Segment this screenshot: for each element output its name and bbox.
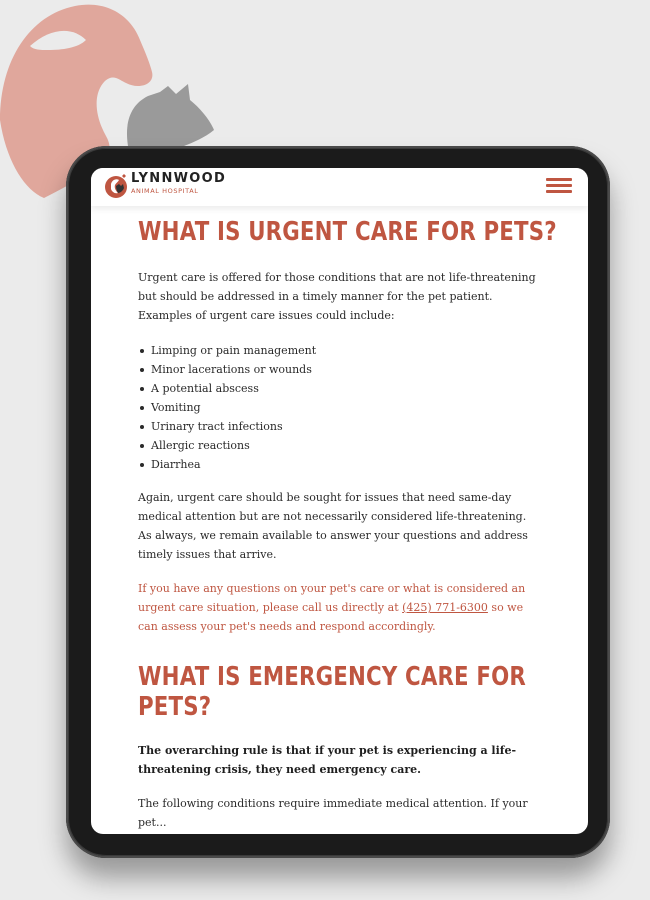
- list-item: Minor lacerations or wounds: [138, 360, 316, 379]
- list-item: Allergic reactions: [138, 436, 316, 455]
- emergency-care-heading-line1: WHAT IS EMERGENCY CARE FOR: [138, 662, 526, 692]
- contact-text-before: If you have any questions on your pet's care or what is considered an urgent care situation, please call us directly at: [138, 582, 526, 614]
- hospital-logo-icon[interactable]: [102, 172, 130, 200]
- urgent-care-heading: WHAT IS URGENT CARE FOR PETS?: [138, 217, 557, 247]
- emergency-rule: The overarching rule is that if your pet is experiencing a life-threatening crisis, they need emergency care.: [138, 744, 517, 776]
- urgent-care-followup: Again, urgent care should be sought for issues that need same-day medical attention but are not necessarily considered life-threatening. As always, we remain available to answer your questions and address timely issues that arrive.: [138, 491, 528, 561]
- contact-paragraph: [138, 579, 543, 636]
- site-header: [91, 168, 588, 206]
- list-item: Vomiting: [138, 398, 316, 417]
- phone-link[interactable]: (425) 771-6300: [402, 601, 488, 614]
- list-item: Urinary tract infections: [138, 417, 316, 436]
- contact-text-after: so we can assess your pet's needs and respond accordingly.: [138, 601, 524, 633]
- brand-name[interactable]: LYNNWOOD: [131, 171, 227, 186]
- list-item: A potential abscess: [138, 379, 316, 398]
- brand-subtitle: ANIMAL HOSPITAL: [131, 187, 199, 195]
- urgent-care-intro: Urgent care is offered for those conditions that are not life-threatening but should be addressed in a timely manner for the pet patient. Examples of urgent care issues could include:: [138, 271, 536, 322]
- urgent-care-list: [138, 341, 316, 474]
- cat-silhouette: [127, 84, 214, 152]
- hamburger-menu-icon[interactable]: [546, 178, 572, 196]
- emergency-care-heading-line2: PETS?: [138, 692, 212, 722]
- list-item: Diarrhea: [138, 455, 316, 474]
- tablet-screen[interactable]: [91, 168, 588, 834]
- list-item: Limping or pain management: [138, 341, 316, 360]
- emergency-intro: The following conditions require immediate medical attention. If your pet...: [138, 797, 528, 829]
